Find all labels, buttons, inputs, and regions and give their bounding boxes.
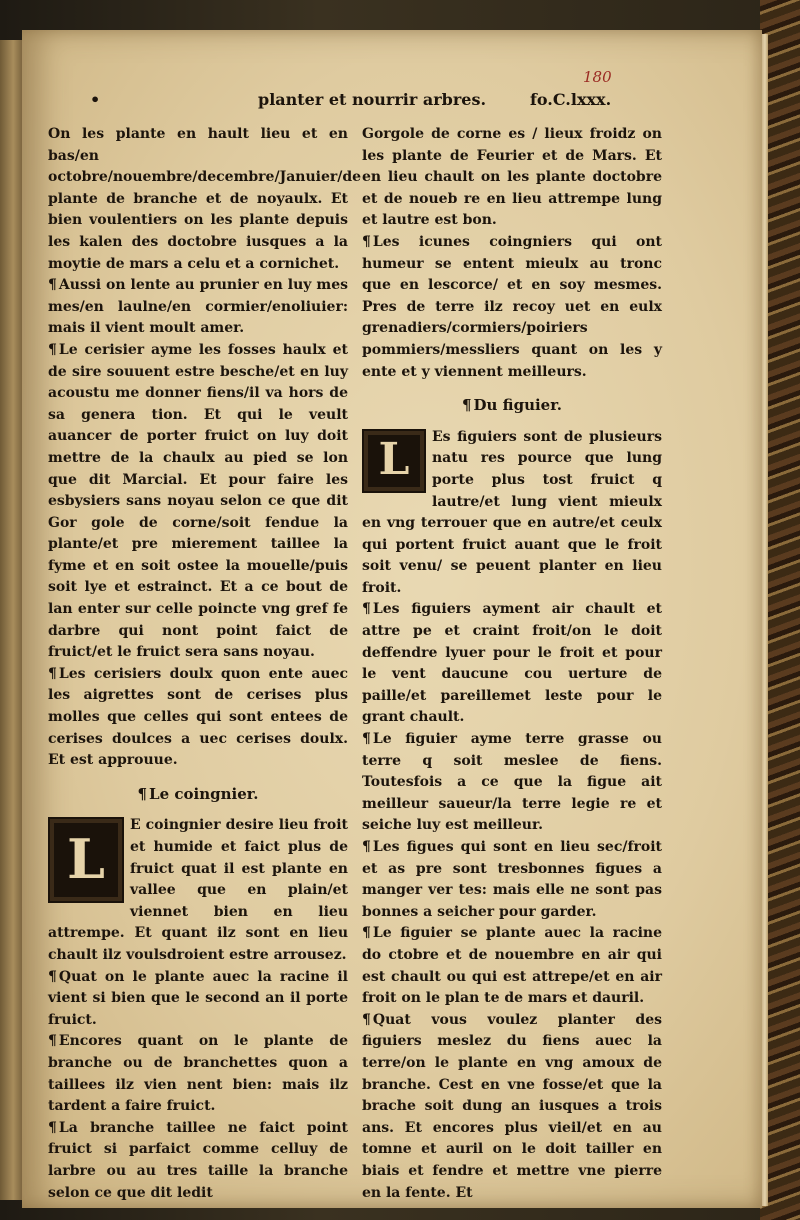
paragraph: Gorgole de corne es / lieux froidz on les plante de Feurier et de Mars. Et en lieu chault on les plante doctobre et de noueb re en lieu attrempe lung et lautre est bon.	[362, 126, 662, 229]
pilcrow-icon: ¶	[362, 1011, 371, 1028]
paragraph: ¶ Quat on le plante auec la racine il vient si bien que le second an il porte fruict.	[48, 968, 348, 1028]
paragraph: ¶ Les icunes coingniers qui ont humeur se entent mieulx au tronc que en lescorce/ et en soy mesmes. Pres de terre ilz recoy uet en eulx grenadiers/cormiers/poiriers pommiers/messliers quant on les y ente et y viennent meilleurs.	[362, 233, 662, 380]
paragraph: Es figuiers sont de plusieurs natu res pource que lung porte plus tost fruict q lautre/et lung vient mieulx en vng terrouer que en autre/et ceulx qui portent fruict auant que le froit soit venu/ se peuent planter en lieu froit.	[362, 428, 662, 596]
paragraph: ¶ Le cerisier ayme les fosses haulx et de sire souuent estre besche/et en luy acoustu me donner fiens/il va hors de sa genera tion. Et qui le veult auancer de porter fruict on luy doit mettre de la chaulx au pied se lon que dit Marcial. Et pour faire les esbysiers sans noyau selon ce que dit Gor gole de corne/soit fendue la plante/et pre mierement taillee la fyme et en soit ostee la mouelle/puis soit lye et estrainct. Et a ce bout de lan enter sur celle poincte vng gref fe darbre qui nont point faict de fruict/et le fruict sera sans noyau.	[48, 341, 348, 661]
pilcrow-icon: ¶	[362, 233, 371, 250]
left-page-edge	[0, 40, 23, 1200]
decorated-initial: L	[362, 429, 426, 493]
paragraph: ¶ Le figuier ayme terre grasse ou terre q soit meslee de fiens. Toutesfois a ce que la figue ait meilleur saueur/la terre legie re et seiche luy est meilleur.	[362, 731, 662, 834]
pilcrow-icon: ¶	[362, 601, 371, 618]
page-edge	[762, 34, 768, 1206]
paragraph: ¶ Les figues qui sont en lieu sec/froit et as pre sont tresbonnes figues a manger ver tes: mais elle ne sont pas bonnes a seicher pour garder.	[362, 839, 662, 920]
pilcrow-icon: ¶	[362, 925, 371, 942]
decorated-initial: L	[48, 817, 124, 903]
running-head: planter et nourrir arbres.	[258, 90, 487, 109]
paragraph: ¶ La branche taillee ne faict point fruict si parfaict comme celluy de larbre ou au tres taille la branche selon ce que dit ledit	[48, 1119, 348, 1201]
paragraph: ¶ Le figuier se plante auec la racine do ctobre et de nouembre en air qui est chault ou qui est attrepe/et en air froit on le plan te de mars et dauril.	[362, 925, 662, 1007]
pilcrow-icon: ¶	[137, 784, 148, 803]
section-heading: ¶ Du figuier.	[462, 396, 562, 415]
right-column	[362, 124, 662, 1204]
paragraph: ¶ Encores quant on le plante de branche ou de branchettes quon a taillees ilz vien nent bien: mais ilz tardent a faire fruict.	[48, 1033, 348, 1115]
section-heading: ¶ Le coingnier.	[137, 784, 259, 803]
pilcrow-icon: ¶	[362, 731, 371, 748]
paragraph: ¶ Les figuiers ayment air chault et attre pe et craint froit/on le doit deffendre lyuer pour le froit et pour le vent daucune cou uerture de paille/et pareillemet leste pour le grant chault.	[362, 601, 662, 726]
page-header	[90, 88, 730, 114]
paragraph: ¶ Quat vous voulez planter des figuiers meslez du fiens auec la terre/on le plante en vng amoux de branche. Cest en vne fosse/et que la brache soit dung an iusques a trois ans. Et encores plus vieil/et en au tomne et auril on le doit tailler en biais et fendre et mettre vne pierre en la fente. Et	[362, 1011, 662, 1201]
pilcrow-icon: ¶	[48, 665, 57, 682]
left-column	[48, 124, 362, 1204]
pilcrow-icon: ¶	[48, 1033, 57, 1050]
leaf-mark: fo.C.lxxx.	[530, 90, 612, 109]
paragraph: ¶ Les cerisiers doulx quon ente auec les aigrettes sont de cerises plus molles que celles qui sont entees de cerises doulces a uec cerises doulx. Et est approuue.	[48, 665, 348, 769]
pilcrow-icon: ¶	[48, 1119, 57, 1136]
paragraph: ¶ Aussi on lente au prunier en luy mes mes/en laulne/en cormier/enoliuier: mais il vient moult amer.	[48, 277, 348, 337]
header-dot: •	[90, 90, 101, 109]
section-body	[48, 815, 348, 1204]
pilcrow-icon: ¶	[462, 396, 472, 415]
pilcrow-icon: ¶	[48, 968, 57, 985]
pilcrow-icon: ¶	[362, 839, 371, 855]
paragraph: E coingnier desire lieu froit et humide et faict plus de fruict quat il est plante en vallee que en plain/et viennet bien en lieu attrempe. Et quant ilz sont en lieu chault ilz voulsdroient estre arrousez.	[48, 817, 348, 963]
folio-number: 180	[583, 68, 612, 86]
pilcrow-icon: ¶	[48, 341, 57, 358]
paragraph: On les plante en hault lieu et en bas/en octobre/nouembre/decembre/Januier/de plante de branche et de noyaulx. Et bien voulentiers on les plante depuis les kalen des doctobre iusques a la moytie de mars a celu et a cornichet.	[48, 126, 362, 272]
pilcrow-icon: ¶	[48, 277, 57, 294]
section-body	[362, 427, 662, 1204]
